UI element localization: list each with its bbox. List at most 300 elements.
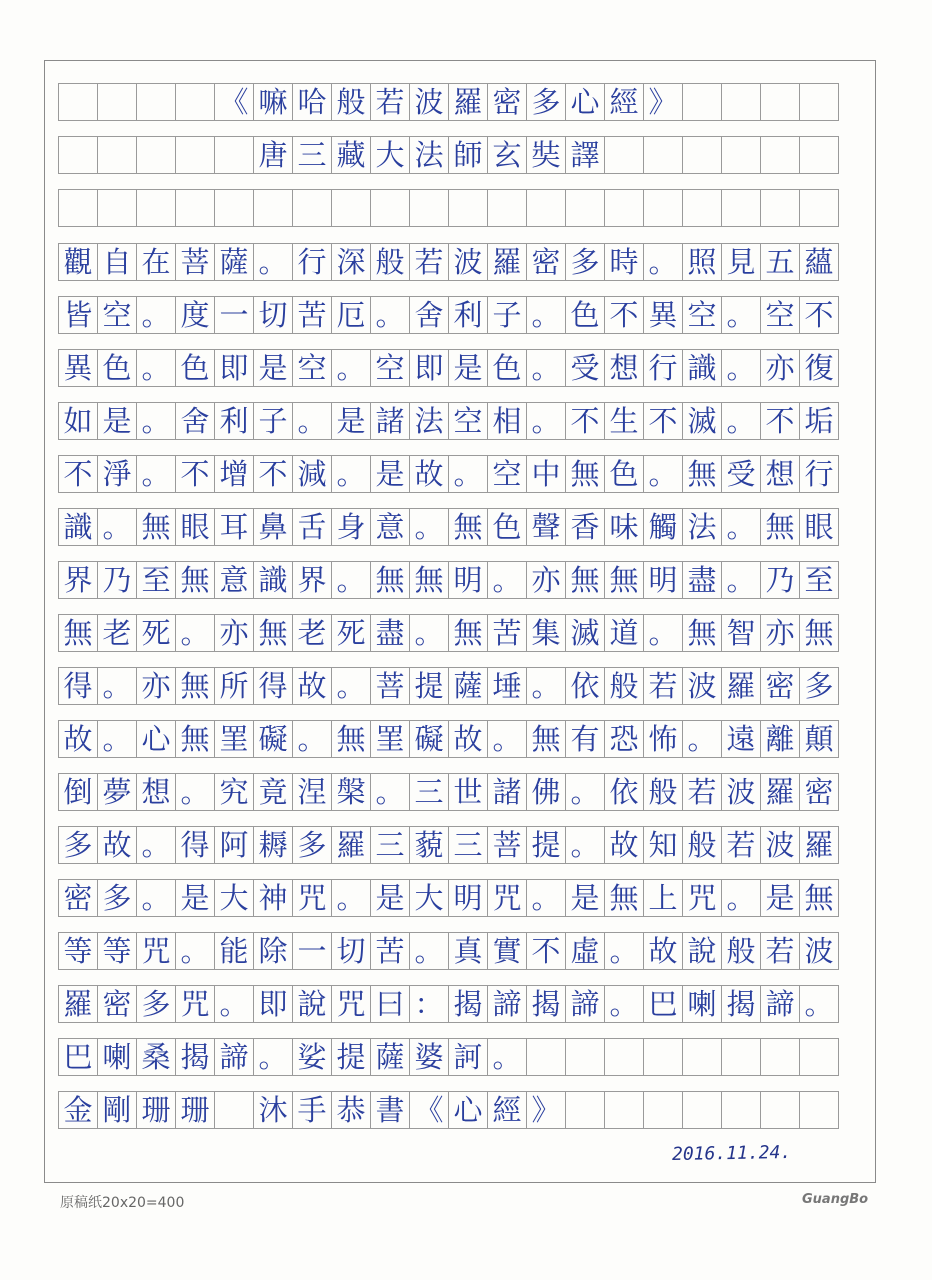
grid-cell: 。 [643,243,683,281]
grid-cell [682,83,722,121]
grid-cell: 。 [253,1038,293,1076]
grid-cell: 若 [721,826,761,864]
grid-cell: 五 [760,243,800,281]
grid-cell: 至 [136,561,176,599]
grid-cell: 故 [58,720,98,758]
grid-cell: 想 [604,349,644,387]
grid-cell: 。 [721,349,761,387]
grid-cell: 多 [58,826,98,864]
grid-cell [526,189,566,227]
grid-cell: 嘛 [253,83,293,121]
grid-cell: 倒 [58,773,98,811]
grid-cell: 。 [409,614,449,652]
grid-cell: 般 [682,826,722,864]
grid-cell: 波 [409,83,449,121]
grid-cell: 槃 [331,773,371,811]
grid-cell: 阿 [214,826,254,864]
grid-cell: 。 [526,667,566,705]
grid-cell: 一 [292,932,332,970]
grid-cell [721,1091,761,1129]
grid-cell: 空 [682,296,722,334]
grid-cell: 復 [799,349,839,387]
grid-cell: 說 [292,985,332,1023]
grid-cell: 般 [721,932,761,970]
grid-cell: 行 [292,243,332,281]
grid-cell: 苦 [487,614,527,652]
grid-cell [97,83,137,121]
grid-cell: 揭 [175,1038,215,1076]
grid-cell: 盡 [682,561,722,599]
grid-cell [175,136,215,174]
grid-cell: 若 [682,773,722,811]
grid-cell: 大 [409,879,449,917]
grid-cell: 是 [370,455,410,493]
grid-cell: 味 [604,508,644,546]
grid-cell: 蘊 [799,243,839,281]
grid-cell [721,136,761,174]
grid-cell [253,189,293,227]
grid-cell: 金 [58,1091,98,1129]
grid-cell [97,189,137,227]
grid-cell [799,189,839,227]
grid-cell [97,136,137,174]
grid-row [58,667,838,705]
grid-cell: 羅 [760,773,800,811]
grid-cell: 界 [58,561,98,599]
grid-cell: 。 [721,296,761,334]
grid-cell: 。 [331,879,371,917]
grid-cell: 在 [136,243,176,281]
grid-cell: 。 [721,402,761,440]
grid-cell: 老 [292,614,332,652]
grid-cell: 見 [721,243,761,281]
grid-cell: 訶 [448,1038,488,1076]
grid-cell: 。 [370,296,410,334]
grid-cell: 哈 [292,83,332,121]
grid-cell: 無 [682,614,722,652]
grid-cell: 增 [214,455,254,493]
grid-cell: 不 [604,296,644,334]
grid-cell [565,189,605,227]
grid-row [58,985,838,1023]
grid-cell: 罣 [214,720,254,758]
grid-cell: 諸 [487,773,527,811]
grid-cell [526,1038,566,1076]
grid-cell: 密 [760,667,800,705]
grid-cell: 相 [487,402,527,440]
grid-cell: 識 [682,349,722,387]
grid-cell: 三 [292,136,332,174]
grid-cell: 。 [253,243,293,281]
grid-cell [760,1038,800,1076]
grid-cell: 無 [58,614,98,652]
grid-cell: 波 [760,826,800,864]
grid-cell: 是 [448,349,488,387]
grid-cell: 究 [214,773,254,811]
grid-cell: 多 [136,985,176,1023]
grid-cell: 眼 [799,508,839,546]
grid-cell: 多 [292,826,332,864]
grid-cell: 。 [643,614,683,652]
grid-cell: 切 [331,932,371,970]
grid-cell [760,1091,800,1129]
grid-cell: 若 [643,667,683,705]
grid-cell [643,189,683,227]
grid-cell: 色 [175,349,215,387]
grid-cell [721,189,761,227]
grid-cell: 多 [799,667,839,705]
grid-cell: 。 [526,879,566,917]
grid-cell: 。 [136,455,176,493]
grid-cell: 諦 [214,1038,254,1076]
grid-cell: 多 [526,83,566,121]
grid-cell: 識 [58,508,98,546]
grid-cell: 法 [409,136,449,174]
grid-cell: 是 [175,879,215,917]
grid-cell: 神 [253,879,293,917]
grid-cell: 深 [331,243,371,281]
grid-cell: 垢 [799,402,839,440]
grid-cell: 觸 [643,508,683,546]
grid-cell: 大 [214,879,254,917]
grid-cell: 真 [448,932,488,970]
grid-cell [136,189,176,227]
grid-cell: 。 [214,985,254,1023]
grid-cell: 提 [331,1038,371,1076]
grid-cell: 香 [565,508,605,546]
grid-cell: 切 [253,296,293,334]
grid-cell: 舌 [292,508,332,546]
grid-cell: 。 [643,455,683,493]
grid-cell: 無 [253,614,293,652]
grid-cell: 薩 [448,667,488,705]
grid-row [58,1091,838,1129]
grid-cell: 一 [214,296,254,334]
grid-cell: 埵 [487,667,527,705]
grid-cell: 罣 [370,720,410,758]
grid-cell: 波 [682,667,722,705]
grid-cell: 。 [97,508,137,546]
grid-cell [799,1038,839,1076]
grid-cell: 咒 [682,879,722,917]
grid-cell: 羅 [721,667,761,705]
grid-cell: 。 [136,402,176,440]
grid-cell [487,189,527,227]
grid-cell: 揭 [526,985,566,1023]
grid-cell [643,136,683,174]
grid-cell [175,83,215,121]
grid-cell: 。 [604,985,644,1023]
grid-cell: 利 [448,296,488,334]
grid-cell: 不 [526,932,566,970]
grid-cell: 至 [799,561,839,599]
grid-cell: 無 [565,455,605,493]
grid-cell: 。 [487,561,527,599]
grid-cell [136,83,176,121]
grid-cell: 。 [175,932,215,970]
grid-cell: 即 [409,349,449,387]
grid-cell: 薩 [214,243,254,281]
grid-cell: 厄 [331,296,371,334]
grid-cell: 色 [97,349,137,387]
grid-cell: 》 [643,83,683,121]
grid-cell: 時 [604,243,644,281]
grid-cell: 。 [799,985,839,1023]
grid-cell: 。 [487,1038,527,1076]
grid-cell [604,189,644,227]
grid-cell: 。 [97,720,137,758]
grid-cell: 。 [175,773,215,811]
grid-cell: 聲 [526,508,566,546]
grid-cell: 般 [604,667,644,705]
grid-cell: 剛 [97,1091,137,1129]
grid-cell: 。 [526,349,566,387]
grid-cell [799,136,839,174]
grid-cell: 玄 [487,136,527,174]
grid-cell: 無 [760,508,800,546]
grid-cell: 。 [292,402,332,440]
grid-cell: 譯 [565,136,605,174]
grid-cell: 書 [370,1091,410,1129]
grid-cell: 無 [682,455,722,493]
grid-cell: 。 [136,349,176,387]
grid-row [58,614,838,652]
grid-cell: 空 [97,296,137,334]
grid-cell: 即 [253,985,293,1023]
grid-cell [682,1091,722,1129]
grid-cell: 巴 [643,985,683,1023]
grid-cell: 子 [487,296,527,334]
grid-row [58,455,838,493]
grid-cell: 如 [58,402,98,440]
grid-cell: 羅 [331,826,371,864]
grid-cell: 多 [97,879,137,917]
grid-cell: 咒 [136,932,176,970]
grid-cell: 。 [409,932,449,970]
grid-cell: 空 [448,402,488,440]
grid-cell: 揭 [721,985,761,1023]
grid-cell [760,136,800,174]
grid-cell [214,189,254,227]
grid-cell: 受 [565,349,605,387]
grid-cell: 苦 [292,296,332,334]
grid-cell: 依 [565,667,605,705]
grid-cell: 。 [565,826,605,864]
grid-cell: 等 [97,932,137,970]
grid-cell: 利 [214,402,254,440]
grid-cell: 羅 [58,985,98,1023]
grid-cell: 死 [331,614,371,652]
grid-cell: 。 [526,296,566,334]
grid-cell: 上 [643,879,683,917]
grid-cell: 若 [409,243,449,281]
grid-row [58,83,838,121]
grid-cell [214,1091,254,1129]
grid-cell: 無 [175,561,215,599]
grid-cell [175,189,215,227]
grid-cell: 無 [448,508,488,546]
grid-cell: 法 [409,402,449,440]
grid-cell: 《 [214,83,254,121]
grid-cell: 度 [175,296,215,334]
grid-cell: 密 [799,773,839,811]
grid-cell: 皆 [58,296,98,334]
grid-cell: 說 [682,932,722,970]
grid-cell: 無 [799,614,839,652]
grid-cell [682,189,722,227]
grid-cell: 舍 [409,296,449,334]
grid-cell: 三 [409,773,449,811]
grid-cell: 咒 [331,985,371,1023]
grid-cell: 無 [175,720,215,758]
grid-cell: 。 [136,879,176,917]
grid-cell: 恐 [604,720,644,758]
grid-cell: 是 [97,402,137,440]
grid-cell: 故 [97,826,137,864]
grid-cell: 色 [487,508,527,546]
grid-cell: 經 [487,1091,527,1129]
grid-cell: 明 [448,561,488,599]
grid-cell: 般 [370,243,410,281]
grid-cell: 耨 [253,826,293,864]
grid-cell: 無 [331,720,371,758]
grid-cell [136,136,176,174]
grid-cell: 故 [604,826,644,864]
grid-cell: 。 [448,455,488,493]
grid-cell: 無 [604,561,644,599]
grid-cell: 。 [721,561,761,599]
grid-cell [643,1091,683,1129]
grid-cell: 不 [175,455,215,493]
grid-cell: 不 [253,455,293,493]
grid-cell: 空 [487,455,527,493]
grid-cell: 。 [565,773,605,811]
grid-cell: 不 [760,402,800,440]
grid-row [58,932,838,970]
grid-cell: 。 [331,349,371,387]
grid-cell: 諸 [370,402,410,440]
grid-cell: 般 [643,773,683,811]
grid-cell: 無 [175,667,215,705]
grid-cell: 不 [799,296,839,334]
grid-cell: 觀 [58,243,98,281]
grid-cell [604,136,644,174]
grid-cell: 竟 [253,773,293,811]
grid-cell: 佛 [526,773,566,811]
grid-cell: 涅 [292,773,332,811]
grid-cell: 三 [370,826,410,864]
grid-cell: 諦 [565,985,605,1023]
grid-cell: 夢 [97,773,137,811]
grid-cell: 是 [253,349,293,387]
grid-cell: 礙 [253,720,293,758]
grid-row [58,561,838,599]
date-note: 2016.11.24. [671,1141,792,1166]
grid-cell: 淨 [97,455,137,493]
grid-cell: 眼 [175,508,215,546]
grid-cell: 自 [97,243,137,281]
grid-cell [58,189,98,227]
grid-cell: 若 [760,932,800,970]
grid-cell: 無 [370,561,410,599]
grid-cell: 藐 [409,826,449,864]
grid-cell: 法 [682,508,722,546]
grid-cell: 。 [136,296,176,334]
grid-cell: 滅 [682,402,722,440]
grid-cell: 喇 [97,1038,137,1076]
grid-cell: 手 [292,1091,332,1129]
grid-cell: 舍 [175,402,215,440]
grid-cell: 無 [604,879,644,917]
grid-cell: 中 [526,455,566,493]
grid-cell: 密 [526,243,566,281]
grid-cell: 若 [370,83,410,121]
grid-cell [58,83,98,121]
grid-cell: 是 [565,879,605,917]
grid-cell: 不 [565,402,605,440]
grid-cell: 提 [409,667,449,705]
grid-cell: 經 [604,83,644,121]
grid-cell: 諦 [760,985,800,1023]
grid-cell: 無 [136,508,176,546]
grid-cell: 羅 [487,243,527,281]
grid-cell: 除 [253,932,293,970]
grid-cell: 薩 [370,1038,410,1076]
grid-cell: 亦 [760,614,800,652]
grid-cell: 諦 [487,985,527,1023]
grid-cell: 亦 [214,614,254,652]
grid-cell: 波 [721,773,761,811]
grid-cell: 無 [799,879,839,917]
grid-cell: 咒 [175,985,215,1023]
grid-cell: ： [409,985,449,1023]
grid-cell: 。 [331,561,371,599]
grid-cell: 無 [526,720,566,758]
grid-cell: 。 [370,773,410,811]
grid-cell: 異 [58,349,98,387]
grid-cell: 得 [253,667,293,705]
grid-cell [565,1091,605,1129]
grid-cell: 意 [370,508,410,546]
grid-cell: 亦 [760,349,800,387]
grid-cell [721,83,761,121]
grid-cell [604,1091,644,1129]
grid-cell: 故 [409,455,449,493]
grid-cell [58,136,98,174]
grid-cell: 界 [292,561,332,599]
grid-cell: 身 [331,508,371,546]
grid-cell: 怖 [643,720,683,758]
grid-cell: 遠 [721,720,761,758]
grid-cell: 曰 [370,985,410,1023]
grid-row [58,879,838,917]
grid-cell: 亦 [136,667,176,705]
grid-cell: 揭 [448,985,488,1023]
grid-cell: 三 [448,826,488,864]
grid-cell: 桑 [136,1038,176,1076]
grid-cell: 。 [721,508,761,546]
grid-row [58,773,838,811]
grid-cell: 喇 [682,985,722,1023]
grid-cell: 實 [487,932,527,970]
grid-cell: 般 [331,83,371,121]
grid-cell [799,83,839,121]
grid-cell: 顛 [799,720,839,758]
grid-cell: 唐 [253,136,293,174]
grid-cell: 菩 [370,667,410,705]
grid-cell: 密 [487,83,527,121]
grid-cell: 大 [370,136,410,174]
